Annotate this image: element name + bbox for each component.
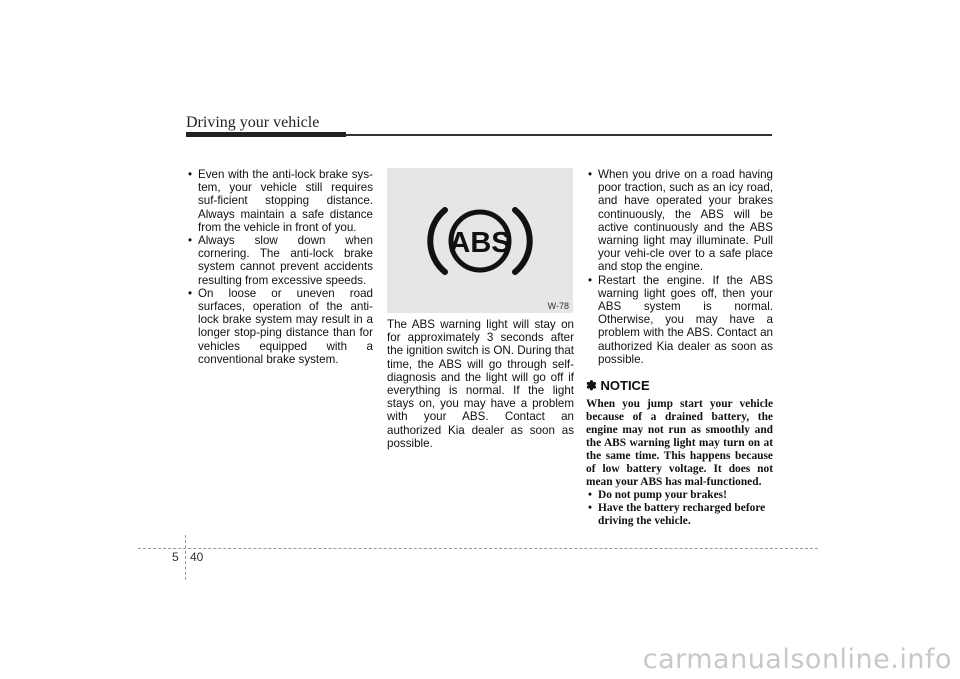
notice-bullet-list (586, 489, 773, 528)
notice-body: When you jump start your vehicle because of a drained battery, the engine may not run as smoothly and the ABS warning light may turn on at the same time. This happens because of low battery voltage. It does not mean your ABS has mal-functioned. (586, 398, 773, 489)
list-item: • Always slow down when cornering. The anti-lock brake system cannot prevent accidents resulting from excessive speeds. (186, 234, 373, 287)
footer-page-number: 40 (190, 550, 204, 564)
footer-dashed-rule (138, 548, 818, 549)
column-1 (186, 168, 373, 366)
footer-dashed-divider (185, 535, 186, 580)
page-header-title: Driving your vehicle (186, 114, 320, 131)
abs-figure (387, 168, 573, 313)
column-2 (387, 318, 574, 450)
list-item: • When you drive on a road having poor traction, such as an icy road, and have operated your brakes continuously, the ABS will be active continuously and the ABS warning light may illuminate. Pull your vehi-cle over to a safe place and stop the engine. (586, 168, 773, 274)
figure-code: W-78 (547, 301, 569, 311)
list-item: • On loose or uneven road surfaces, operation of the anti-lock brake system may result in a longer stop-ping distance than for vehicles equipped with a conventional brake system. (186, 287, 373, 366)
column-1-bullet-list (186, 168, 373, 366)
footer-chapter-number: 5 (172, 550, 179, 564)
list-item: • Do not pump your brakes! (586, 489, 773, 502)
notice-title: ✽ NOTICE (586, 378, 650, 394)
list-item: • Even with the anti-lock brake sys-tem, your vehicle still requires suf-ficient stopping distance. Always maintain a safe distance from the vehicle in front of you. (186, 168, 373, 234)
list-item: • Have the battery recharged before driving the vehicle. (586, 502, 773, 528)
column-3 (586, 168, 773, 528)
abs-icon-label: ABS (449, 227, 511, 259)
watermark-text: carmanualsonline.info (642, 644, 952, 675)
abs-warning-light-icon (387, 168, 573, 313)
list-item: • Restart the engine. If the ABS warning light goes off, then your ABS system is normal. Otherwise, you may have a problem with the ABS. Contact an authorized Kia dealer as soon as possible. (586, 274, 773, 366)
abs-light-paragraph: The ABS warning light will stay on for approximately 3 seconds after the ignition switch is ON. During that time, the ABS will go through self-diagnosis and the light will go off if everything is normal. If the light stays on, you may have a problem with your ABS. Contact an authorized Kia dealer as soon as possible. (387, 318, 574, 450)
header-rule-thick (186, 132, 346, 137)
header-rule-thin (346, 134, 772, 136)
column-3-bullet-list (586, 168, 773, 366)
